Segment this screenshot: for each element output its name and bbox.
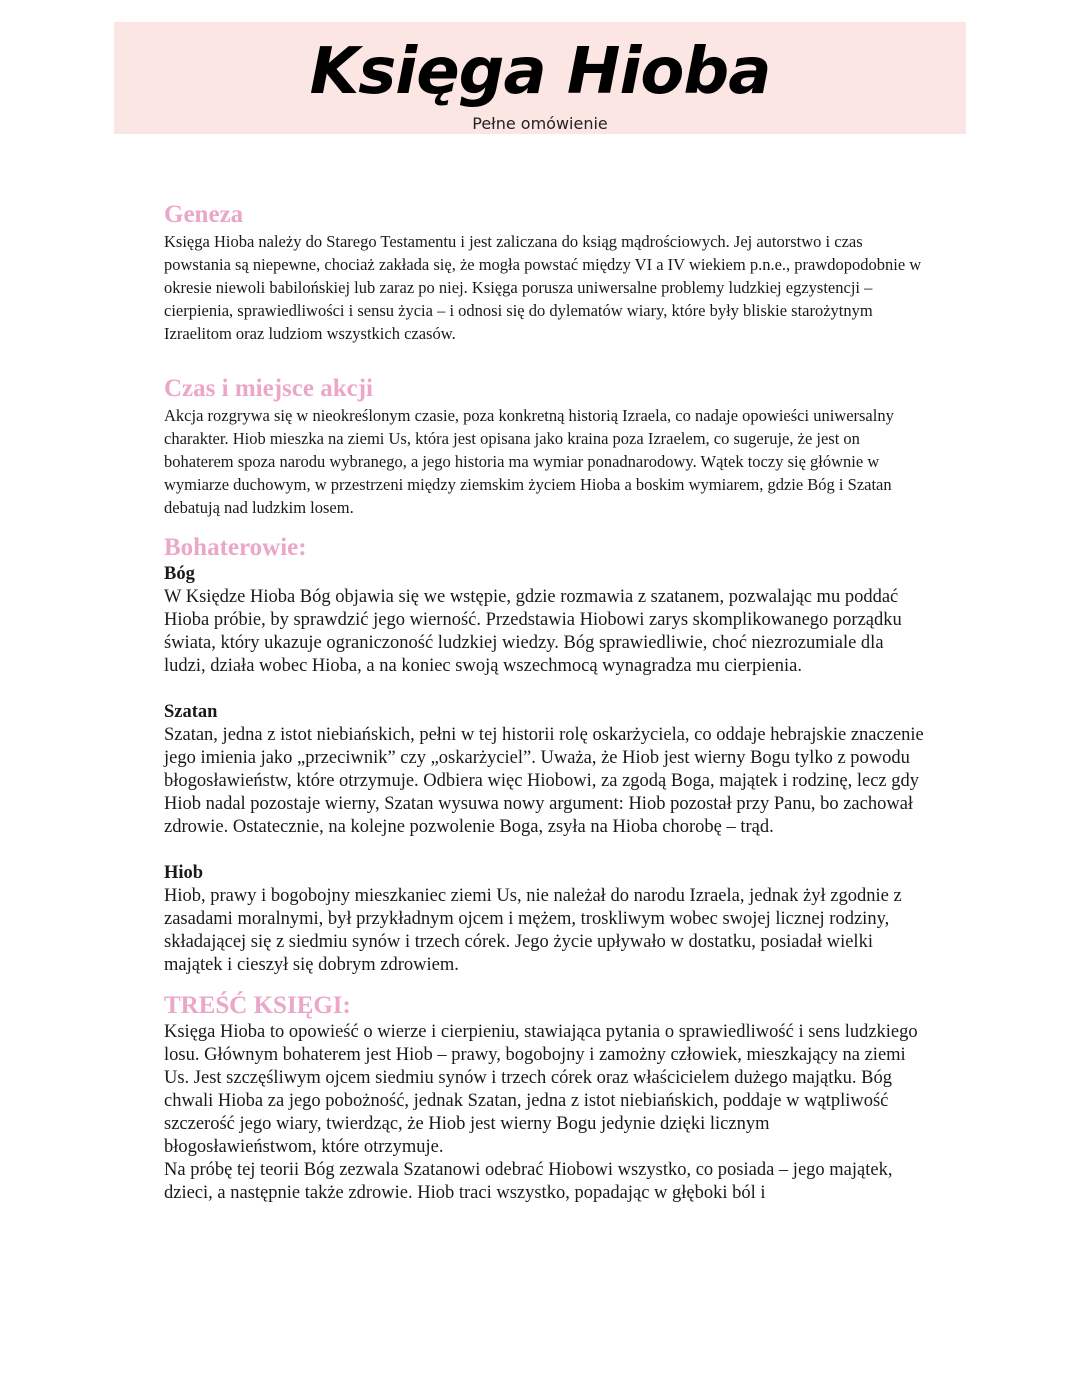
character-description: Szatan, jedna z istot niebiańskich, pełni w tej historii rolę oskarżyciela, co oddaje hebrajskie znaczenie jego imienia jako „przeciwnik” czy „oskarżyciel”. Uważa, że Hiob jest wierny Bogu tylko z powodu błogosławieństw, które otrzymuje. Odbiera więc Hiobowi, za zgodą Boga, majątek i rodzinę, lecz gdy Hiob nadal pozostaje wierny, Szatan wysuwa nowy argument: Hiob pozostał przy Panu, bo zachował zdrowie. Ostatecznie, na kolejne pozwolenie Boga, zsyła na Hioba chorobę – trąd.	[164, 725, 924, 837]
document-body	[164, 200, 924, 1205]
title-banner	[114, 22, 966, 134]
character-description: W Księdze Hioba Bóg objawia się we wstępie, gdzie rozmawia z szatanem, pozwalając mu poddać Hioba próbie, by sprawdzić jego wierność. Przedstawia Hiobowi zarys skomplikowanego porządku świata, który ukazuje ograniczoność ludzkiej wiedzy. Bóg sprawiedliwie, choć niezrozumiale dla ludzi, działa wobec Hioba, a na koniec swoją wszechmocą wynagradza mu cierpienia.	[164, 587, 902, 676]
character-name: Hiob	[164, 863, 204, 883]
section-text-geneza: Księga Hioba należy do Starego Testamentu i jest zaliczana do ksiąg mądrościowych. Jej autorstwo i czas powstania są niepewne, chociaż zakłada się, że mogła powstać między VI a IV wiekiem p.n.e., prawdopodobnie w okresie niewoli babilońskiej lub zaraz po niej. Księga porusza uniwersalne problemy ludzkiej egzystencji – cierpienia, sprawiedliwości i sensu życia – i odnosi się do dylematów wiary, które były bliskie starożytnym Izraelitom oraz ludziom wszystkich czasów.	[164, 232, 922, 343]
character-hiob	[164, 862, 924, 977]
character-szatan	[164, 701, 924, 839]
section-heading-bohaterowie: Bohaterowie:	[164, 534, 307, 561]
section-heading-tresc: TREŚĆ KSIĘGI:	[164, 992, 351, 1019]
section-text-czas: Akcja rozgrywa się w nieokreślonym czasie, poza konkretną historią Izraela, co nadaje opowieści uniwersalny charakter. Hiob mieszka na ziemi Us, która jest opisana jako kraina poza Izraelem, co sugeruje, że jest on bohaterem spoza narodu wybranego, a jego historia ma wymiar ponadnarodowy. Wątek toczy się głównie w wymiarze duchowym, w przestrzeni między ziemskim życiem Hioba a boskim wymiarem, gdzie Bóg i Szatan debatują nad ludzkim losem.	[164, 406, 894, 517]
section-geneza	[164, 200, 924, 345]
character-bog	[164, 563, 924, 678]
section-bohaterowie	[164, 533, 924, 977]
section-paragraph: Księga Hioba to opowieść o wierze i cierpieniu, stawiająca pytania o sprawiedliwość i sens ludzkiego losu. Głównym bohaterem jest Hiob – prawy, bogobojny i zamożny człowiek, mieszkający na ziemi Us. Jest szczęśliwym ojcem siedmiu synów i trzech córek oraz właścicielem dużego majątku. Bóg chwali Hioba za jego pobożność, jednak Szatan, jedna z istot niebiańskich, poddaje w wątpliwość szczerość jego wiary, twierdząc, że Hiob jest wierny Bogu jedynie dzięki licznym błogosławieństwom, które otrzymuje.	[164, 1022, 918, 1157]
section-heading-geneza: Geneza	[164, 201, 244, 228]
character-name: Szatan	[164, 702, 218, 722]
document-subtitle: Pełne omówienie	[472, 114, 608, 133]
section-heading-czas: Czas i miejsce akcji	[164, 375, 373, 402]
section-tresc-ksiegi	[164, 991, 924, 1205]
document-title: Księga Hioba	[309, 35, 771, 109]
section-paragraph: Na próbę tej teorii Bóg zezwala Szatanowi odebrać Hiobowi wszystko, co posiada – jego majątek, dzieci, a następnie także zdrowie. Hiob traci wszystko, popadając w głęboki ból i	[164, 1160, 893, 1203]
character-name: Bóg	[164, 564, 195, 584]
section-czas-i-miejsce	[164, 374, 924, 519]
character-description: Hiob, prawy i bogobojny mieszkaniec ziemi Us, nie należał do narodu Izraela, jednak żył zgodnie z zasadami moralnymi, był przykładnym ojcem i mężem, troskliwym wobec swojej licznej rodziny, składającej się z siedmiu synów i trzech córek. Jego życie upływało w dostatku, posiadał wielki majątek i cieszył się dobrym zdrowiem.	[164, 886, 902, 975]
